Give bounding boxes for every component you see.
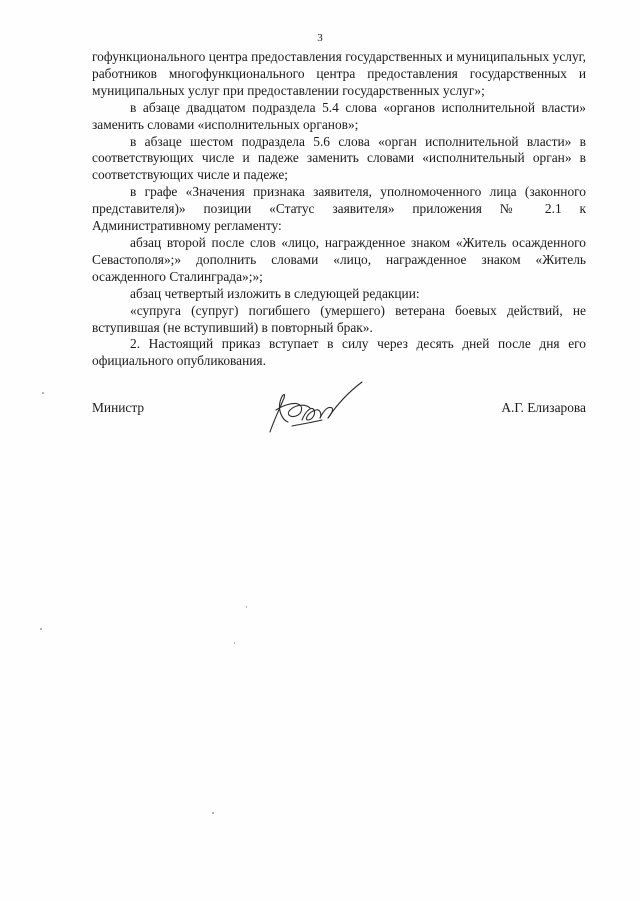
paragraph-fourth-abzac: абзац четвертый изложить в следующей редакции: xyxy=(130,285,420,301)
scan-speck xyxy=(212,812,214,814)
paragraph-appendix-2-1: в графе «Значения признака заявителя, уполномоченного лица (законного представителя)» позиции «Статус заявителя» приложения № 2.1 к Административному регламенту: xyxy=(92,184,586,234)
signature-block xyxy=(92,380,586,460)
paragraph-amendment-5-6: в абзаце шестом подраздела 5.6 слова «орган исполнительной власти» в соответствующих числе и падеже заменить словами «исполнительный орган» в соответствующих числе и падеже; xyxy=(92,133,586,183)
scan-speck xyxy=(42,392,44,394)
handwritten-signature-icon xyxy=(262,380,372,440)
scan-speck xyxy=(246,606,247,608)
paragraph-second-abzac: абзац второй после слов «лицо, награжденное знаком «Житель осажденного Севастополя»;» дополнить словами «лицо, награжденное знаком «Житель осажденного Сталинграда»;»; xyxy=(92,234,586,284)
signatory-name: А.Г. Елизарова xyxy=(501,400,586,415)
scan-speck xyxy=(234,642,235,644)
signatory-title: Министр xyxy=(92,400,145,415)
document-body xyxy=(92,49,586,370)
paragraph-continuation: гофункционального центра предоставления государственных и муниципальных услуг, работников многофункционального центра предоставления государственных и муниципальных услуг при предоставлении государственных услуг»; xyxy=(92,49,586,98)
page-number: 3 xyxy=(317,32,323,44)
paragraph-entry-into-force: 2. Настоящий приказ вступает в силу через десять дней после дня его официального опубликования. xyxy=(92,336,586,369)
paragraph-amendment-5-4: в абзаце двадцатом подраздела 5.4 слова «органов исполнительной власти» заменить словами «исполнительных органов»; xyxy=(92,99,586,132)
paragraph-new-wording: «супруга (супруг) погибшего (умершего) ветерана боевых действий, не вступившая (не вступивший) в повторный брак». xyxy=(92,302,586,335)
scan-speck xyxy=(40,628,42,630)
